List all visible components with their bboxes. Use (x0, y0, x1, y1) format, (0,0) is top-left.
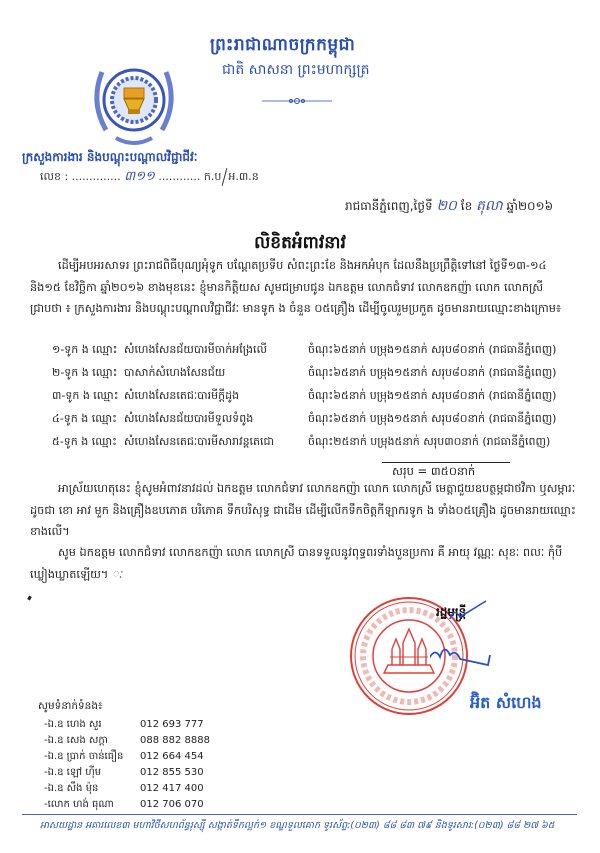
ref-dots: .............. (71, 170, 121, 183)
boat-info: ចំណុះ៦៥នាក់ បម្រុង១៥នាក់ សរុប៨០នាក់ (រាជធានីភ្នំពេញ) (308, 389, 557, 402)
contact-name: -ឯ.ឧ ឡៅ ហ៊ីម (44, 767, 102, 778)
ink-mark (27, 596, 32, 601)
boat-list-item (52, 366, 592, 386)
signatory-name: អ៊ិត សំហេង (470, 693, 542, 712)
contact-item (44, 765, 204, 781)
national-motto: ជាតិ សាសនា ព្រះមហាក្សត្រ (222, 62, 370, 78)
letter-title: លិខិតអំពាវនាវ (254, 233, 346, 253)
ornament-divider (262, 90, 332, 98)
boat-number: ២-ទូក ង ឈ្មោះ (52, 366, 118, 379)
date-day-handwritten: ២០ (436, 198, 457, 214)
contact-name: -ឯ.ឧ សេង សក្ដា (44, 735, 108, 746)
boat-name: សំហេងសែនជ័យបារមីទួលទំពូង (124, 412, 254, 425)
kingdom-heading: ព្រះរាជាណាចក្រកម្ពុជា (210, 35, 356, 55)
boat-list-item (52, 389, 592, 409)
boat-info: ចំណុះ៦៥នាក់ បម្រុង១៥នាក់ សរុប៨០នាក់ (រាជធានីភ្នំពេញ) (308, 343, 557, 356)
letter-date (345, 196, 553, 217)
contact-item (44, 749, 204, 765)
footer-address: អាសយដ្ឋាន អគារលេខ៣ មហាវិថីសហព័ន្ធរុស្ស៊ី សង្កាត់ទឹកល្អក់១ ខណ្ឌទួលគោក ទូរស័ព្ទ:(០២៣) ៨៨ ៨៣ ៧៩ និងទូរសារ:(០២៣) ៨៨ ២៧ ៦៥ (40, 820, 555, 831)
handwritten-mark: ៈ (111, 567, 123, 581)
boat-name: បាសាក់សំហេងសែនជ័យ (124, 366, 226, 379)
ref-label: លេខ : (40, 170, 69, 183)
ref-dots: ............ (158, 170, 201, 183)
boat-list-item (52, 435, 592, 455)
contact-item (44, 717, 204, 733)
boat-number: ១-ទូក ង ឈ្មោះ (52, 343, 118, 356)
contact-item (44, 733, 210, 749)
boat-info: ចំណុះ២៥នាក់ បម្រុង៥នាក់ សរុប៣០នាក់ (រាជធានីភ្នំពេញ) (308, 435, 551, 448)
contact-item (44, 797, 204, 813)
contact-name: -លោក ហង់ ធុណា (44, 799, 114, 810)
contact-phone: 088 882 8888 (140, 735, 210, 746)
boat-name: សំហេងសែនតេជៈបារមីសារាវន្តតេជោ (124, 435, 274, 448)
reference-number (40, 168, 259, 187)
ministry-name: ក្រសួងការងារ និងបណ្តុះបណ្តាលវិជ្ជាជីវៈ (22, 150, 198, 164)
contact-name: -ឯ.ឧ ហេង សួរ (44, 719, 102, 730)
boat-number: ៣-ទូក ង ឈ្មោះ (52, 389, 119, 402)
contact-name: -ឯ.ឧ ប្រាក់ ចាន់ធឿន (44, 751, 124, 762)
ref-suffix: ក.ប (203, 170, 222, 183)
paragraph-blessing (30, 542, 578, 585)
boat-list-item (52, 412, 592, 432)
ref-suffix: អ.៣.ន (228, 170, 259, 183)
boat-name: សំហេងសែនជ័យបារមីចាក់អង្រែលើ (124, 343, 267, 356)
paragraph-blessing-text: សូម ឯកឧត្តម លោកជំទាវ លោកឧកញ៉ា លោក លោកស្រី បានទទួលនូវពុទ្ធពរទាំងបួនប្រការ គឺ អាយុ វណ្ណៈ សុខៈ ពលៈ កុំបីឃ្លៀងឃ្លាតឡើយ។ (30, 546, 563, 581)
date-prefix: រាជធានីភ្នំពេញ,ថ្ងៃទី (345, 199, 433, 213)
boat-info: ចំណុះ៦៥នាក់ បម្រុង១៥នាក់ សរុប៨០នាក់ (រាជធានីភ្នំពេញ) (308, 412, 557, 425)
contact-phone: 012 417 400 (140, 783, 204, 794)
paragraph-intro-text: ដើម្បីអបអរសាទរ ព្រះរាជពិធីបុណ្យអុំទូក បណ្តែតប្រទីប សំពះព្រះខែ និងអកអំបុក ដែលនឹងប្រព្រឹត្តិទៅនៅ ថ្ងៃទី១៣-១៤ និង១៥ ខែវិច្ឆិកា ឆ្នាំ២០១៦ ខាងមុខនេះ ខ្ញុំមានកិត្តិយស សូមជម្រាបជូន ឯកឧត្តម លោកជំទាវ លោកឧកញ៉ា លោក លោកស្រី ជ្រាបថា ៖ ក្រសួងការងារ និងបណ្តុះបណ្តាលវិជ្ជាជីវៈ មានទូក ង ចំនួន ០៥គ្រឿង ដើម្បីចូលរួមប្រកួត ដូចមានរាយឈ្មោះខាងក្រោម៖ (30, 259, 561, 315)
paragraph-appeal-text: អាស្រ័យហេតុនេះ ខ្ញុំសូមអំពាវនាវដល់ ឯកឧត្តម លោកជំទាវ លោកឧកញ៉ា លោក លោកស្រី មេត្តាជួយឧបត្ថម្ភជាថវិកា ឬសម្ភារៈដូចជា ខោ អាវ មួក និងគ្រឿងឧបភោគ បរិភោគ ទឹកបរិសុទ្ធ ជាដើម ដើម្បីលើកទឹកចិត្តកីឡាករទូក ង ទាំង០៥គ្រឿង ដូចមានរាយឈ្មោះខាងលើ។ (30, 482, 576, 538)
date-month-handwritten: តុលា (476, 198, 503, 214)
contact-phone: 012 706 070 (140, 799, 204, 810)
total-underline (382, 462, 510, 463)
paragraph-appeal (30, 478, 578, 543)
boat-list-item (52, 343, 592, 363)
footer-divider (22, 814, 577, 815)
signatory-title: រដ្ឋមន្ត្រី (436, 605, 467, 619)
ministry-emblem-icon (84, 52, 184, 152)
contact-phone: 012 693 777 (140, 719, 204, 730)
contact-phone: 012 664 454 (140, 751, 204, 762)
slash-divider (222, 168, 228, 186)
boat-info: ចំណុះ៦៥នាក់ បម្រុង១៥នាក់ សរុប៨០នាក់ (រាជធានីភ្នំពេញ) (308, 366, 557, 379)
contact-item (44, 781, 204, 797)
date-year: ឆ្នាំ២០១៦ (506, 199, 554, 213)
paragraph-intro (30, 255, 578, 320)
handwritten-signature-icon (430, 595, 590, 685)
contact-name: -ឯ.ឧ សឹង ម៉ុន (44, 783, 99, 794)
boat-number: ៤-ទូក ង ឈ្មោះ (52, 412, 117, 425)
total-participants: សរុប = ៣៥០នាក់ (392, 464, 476, 478)
contacts-heading: សូមទំនាក់ទំនង៖ (38, 700, 103, 712)
date-month-label: ខែ (460, 199, 473, 213)
boat-number: ៥-ទូក ង ឈ្មោះ (52, 435, 117, 448)
ref-number-handwritten: ៣១១ (124, 169, 155, 184)
contact-phone: 012 855 530 (140, 767, 204, 778)
boat-name: សំហេងសែនតេជៈបារមីក្តីដូង (124, 389, 240, 402)
